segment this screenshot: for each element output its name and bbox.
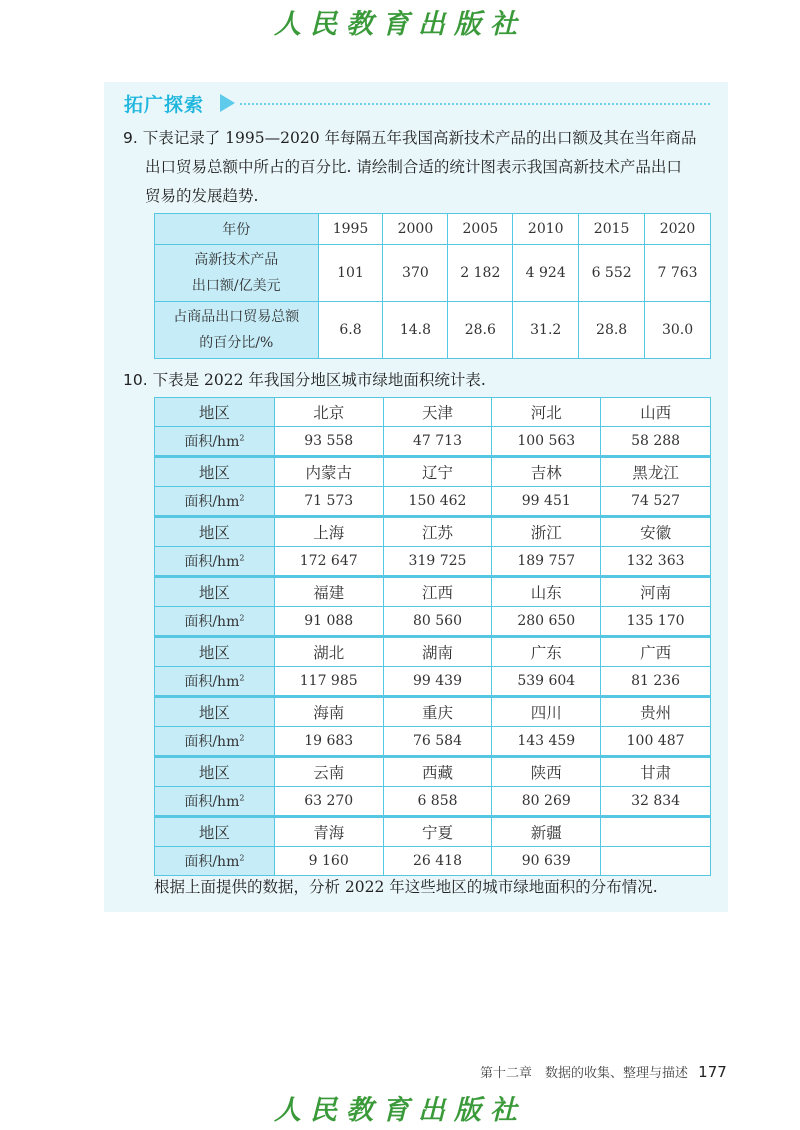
area-value-cell: 539 604 [492, 667, 601, 697]
q10-conclusion: 根据上面提供的数据，分析 2022 年这些地区的城市绿地面积的分布情况. [154, 878, 658, 896]
region-name-cell: 新疆 [492, 817, 601, 847]
table-row [155, 547, 711, 577]
year-cell: 2005 [448, 214, 513, 245]
table-row [155, 517, 711, 547]
value-cell: 101 [318, 245, 383, 302]
area-value-cell: 99 451 [492, 487, 601, 517]
area-value-cell: 80 269 [492, 787, 601, 817]
area-value-cell: 93 558 [274, 427, 383, 457]
region-name-cell: 广东 [492, 637, 601, 667]
area-value-cell: 172 647 [274, 547, 383, 577]
region-label-cell: 地区 [155, 757, 275, 787]
table-row [155, 727, 711, 757]
area-value-cell: 132 363 [601, 547, 711, 577]
area-unit-superscript: 2 [239, 673, 245, 683]
region-name-cell: 浙江 [492, 517, 601, 547]
region-name-cell: 广西 [601, 637, 711, 667]
region-name-cell: 北京 [274, 398, 383, 427]
q9-text-line: 下表记录了 1995—2020 年每隔五年我国高新技术产品的出口额及其在当年商品 [142, 129, 697, 147]
region-name-cell: 河北 [492, 398, 601, 427]
area-unit-superscript: 2 [239, 613, 245, 623]
region-label-cell: 地区 [155, 398, 275, 427]
area-value-cell: 100 563 [492, 427, 601, 457]
region-name-cell: 陕西 [492, 757, 601, 787]
table-row [155, 817, 711, 847]
area-label-cell [155, 667, 275, 697]
chapter-title: 第十二章 数据的收集、整理与描述 [480, 1066, 689, 1081]
region-name-cell: 江西 [383, 577, 492, 607]
area-value-cell: 74 527 [601, 487, 711, 517]
area-label: 面积/hm [184, 494, 240, 510]
value-cell: 2 182 [448, 245, 513, 302]
area-value-cell: 80 560 [383, 607, 492, 637]
arrow-right-icon [220, 94, 235, 112]
area-unit-superscript: 2 [239, 853, 245, 863]
region-name-cell: 山东 [492, 577, 601, 607]
year-cell: 2000 [383, 214, 448, 245]
region-name-cell: 湖北 [274, 637, 383, 667]
region-name-cell: 黑龙江 [601, 457, 711, 487]
region-name-cell: 青海 [274, 817, 383, 847]
area-unit-superscript: 2 [239, 433, 245, 443]
region-label-cell: 地区 [155, 817, 275, 847]
table-row [155, 757, 711, 787]
section-title: 拓广探索 [124, 94, 205, 116]
area-unit-superscript: 2 [239, 553, 245, 563]
value-cell: 6.8 [318, 302, 383, 359]
q9-line-3: 贸易的发展趋势. [145, 187, 259, 205]
page-number: 177 [698, 1063, 727, 1081]
region-label-cell: 地区 [155, 697, 275, 727]
area-value-cell: 58 288 [601, 427, 711, 457]
region-name-cell: 辽宁 [383, 457, 492, 487]
region-name-cell [601, 817, 711, 847]
area-value-cell: 117 985 [274, 667, 383, 697]
region-name-cell: 贵州 [601, 697, 711, 727]
region-label-cell: 地区 [155, 517, 275, 547]
area-value-cell: 135 170 [601, 607, 711, 637]
region-name-cell: 四川 [492, 697, 601, 727]
area-label: 面积/hm [184, 554, 240, 570]
q10-intro-line [123, 366, 486, 395]
region-name-cell: 云南 [274, 757, 383, 787]
table-row [155, 847, 711, 876]
area-label-cell [155, 787, 275, 817]
year-cell: 1995 [318, 214, 383, 245]
region-name-cell: 天津 [383, 398, 492, 427]
area-label: 面积/hm [184, 434, 240, 450]
region-name-cell: 江苏 [383, 517, 492, 547]
region-name-cell: 内蒙古 [274, 457, 383, 487]
green-area-table [154, 397, 711, 876]
area-value-cell: 90 639 [492, 847, 601, 876]
area-value-cell: 91 088 [274, 607, 383, 637]
area-label: 面积/hm [184, 674, 240, 690]
region-label-cell: 地区 [155, 637, 275, 667]
area-label-cell [155, 427, 275, 457]
table-row [155, 637, 711, 667]
section-header [124, 90, 714, 120]
dotted-divider [240, 103, 710, 105]
area-value-cell: 319 725 [383, 547, 492, 577]
q10-intro: 下表是 2022 年我国分地区城市绿地面积统计表. [152, 371, 486, 389]
table-row [155, 457, 711, 487]
table-row [155, 245, 711, 302]
area-label-cell [155, 487, 275, 517]
table-row [155, 427, 711, 457]
region-label-cell: 地区 [155, 577, 275, 607]
area-unit-superscript: 2 [239, 493, 245, 503]
value-cell: 7 763 [645, 245, 711, 302]
region-name-cell: 上海 [274, 517, 383, 547]
year-cell: 2015 [579, 214, 645, 245]
area-value-cell: 6 858 [383, 787, 492, 817]
area-label: 面积/hm [184, 614, 240, 630]
table-row [155, 607, 711, 637]
area-value-cell: 32 834 [601, 787, 711, 817]
year-cell: 2020 [645, 214, 711, 245]
value-cell: 14.8 [383, 302, 448, 359]
area-value-cell: 143 459 [492, 727, 601, 757]
value-cell: 6 552 [579, 245, 645, 302]
area-value-cell: 71 573 [274, 487, 383, 517]
area-value-cell: 63 270 [274, 787, 383, 817]
region-name-cell: 重庆 [383, 697, 492, 727]
value-cell: 370 [383, 245, 448, 302]
row-header-percent [155, 302, 319, 359]
region-name-cell: 安徽 [601, 517, 711, 547]
page-footer [480, 1062, 727, 1081]
row-header-line: 高新技术产品 [194, 252, 279, 268]
area-label: 面积/hm [184, 794, 240, 810]
area-value-cell: 100 487 [601, 727, 711, 757]
region-name-cell: 湖南 [383, 637, 492, 667]
q9-line-1 [123, 124, 696, 153]
value-cell: 31.2 [513, 302, 579, 359]
row-header-line: 出口额/亿美元 [191, 278, 281, 294]
area-label-cell [155, 847, 275, 876]
region-name-cell: 福建 [274, 577, 383, 607]
area-value-cell: 26 418 [383, 847, 492, 876]
value-cell: 28.8 [579, 302, 645, 359]
area-unit-superscript: 2 [239, 733, 245, 743]
region-name-cell: 西藏 [383, 757, 492, 787]
area-unit-superscript: 2 [239, 793, 245, 803]
area-value-cell [601, 847, 711, 876]
row-header-line: 的百分比/% [199, 335, 274, 351]
row-header-export [155, 245, 319, 302]
area-value-cell: 76 584 [383, 727, 492, 757]
region-label-cell: 地区 [155, 457, 275, 487]
area-value-cell: 81 236 [601, 667, 711, 697]
area-label-cell [155, 607, 275, 637]
table-row [155, 487, 711, 517]
region-name-cell: 河南 [601, 577, 711, 607]
region-name-cell: 吉林 [492, 457, 601, 487]
area-label: 面积/hm [184, 854, 240, 870]
table-row [155, 214, 711, 245]
area-value-cell: 150 462 [383, 487, 492, 517]
table-row [155, 697, 711, 727]
area-label-cell [155, 547, 275, 577]
area-value-cell: 280 650 [492, 607, 601, 637]
q10-number: 10. [123, 371, 148, 389]
year-cell: 2010 [513, 214, 579, 245]
area-label-cell [155, 727, 275, 757]
table-row [155, 302, 711, 359]
value-cell: 4 924 [513, 245, 579, 302]
area-label: 面积/hm [184, 734, 240, 750]
area-value-cell: 19 683 [274, 727, 383, 757]
table-row [155, 398, 711, 427]
table-row [155, 667, 711, 697]
export-table [154, 213, 711, 359]
region-name-cell: 海南 [274, 697, 383, 727]
table-row [155, 577, 711, 607]
region-name-cell: 宁夏 [383, 817, 492, 847]
area-value-cell: 189 757 [492, 547, 601, 577]
area-value-cell: 99 439 [383, 667, 492, 697]
area-value-cell: 9 160 [274, 847, 383, 876]
publisher-logo-top: 人民教育出版社 [274, 9, 526, 40]
value-cell: 28.6 [448, 302, 513, 359]
publisher-logo-bottom: 人民教育出版社 [274, 1095, 526, 1126]
region-name-cell: 山西 [601, 398, 711, 427]
table-row [155, 787, 711, 817]
value-cell: 30.0 [645, 302, 711, 359]
area-value-cell: 47 713 [383, 427, 492, 457]
q9-line-2: 出口贸易总额中所占的百分比. 请绘制合适的统计图表示我国高新技术产品出口 [145, 158, 682, 176]
q9-number: 9. [123, 129, 138, 147]
row-header-line: 占商品出口贸易总额 [173, 309, 300, 325]
row-header-year: 年份 [155, 214, 319, 245]
region-name-cell: 甘肃 [601, 757, 711, 787]
